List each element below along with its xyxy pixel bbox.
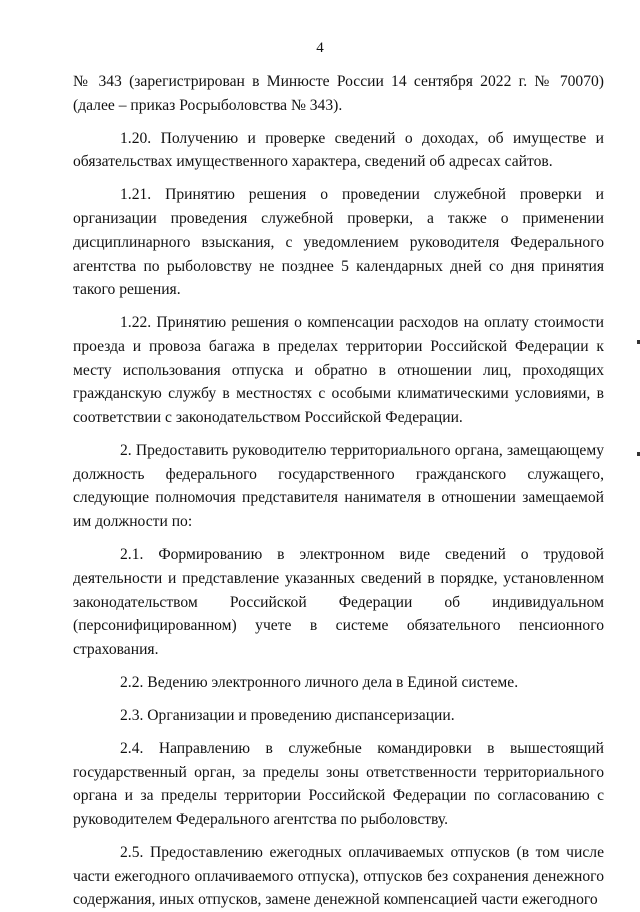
paragraph-2-5: 2.5. Предоставлению ежегодных оплачиваемых отпусков (в том числе части ежегодного оплачиваемого отпуска), отпусков без сохранения денежного содержания, иных отпусков, замене денежной компенсацией части ежегодного [73,844,604,909]
paragraph-2-2: 2.2. Ведению электронного личного дела в Единой системе. [120,673,519,691]
paragraph-1-21: 1.21. Принятию решения о проведении служебной проверки и организации проведения служебной проверки, а также о применении дисциплинарного взыскания, с уведомлением руководителя Федерального агентства по рыболовству не позднее 5 календарных дней со дня принятия такого решения. [73,186,604,299]
paragraph-2: 2. Предоставить руководителю территориального органа, замещающему должность федерального государственного гражданского служащего, следующие полномочия представителя нанимателя в отношении замещаемой им должности по: [73,442,604,531]
paragraph-2-1: 2.1. Формированию в электронном виде сведений о трудовой деятельности и представление указанных сведений в порядке, установленном законодательством Российской Федерации об индивидуальном (персонифицированном) учете в системе обязательного пенсионного страхования. [73,546,604,658]
paragraph-order-reference: № 343 (зарегистрирован в Минюсте России 14 сентября 2022 г. № 70070) (далее – приказ Росрыболовства № 343). [73,73,604,114]
paragraph-1-22: 1.22. Принятию решения о компенсации расходов на оплату стоимости проезда и провоза багажа в пределах территории Российской Федерации к месту использования отпуска и обратно в отношении лиц, проходящих гражданскую службу в местностях с особыми климатическими условиями, в соответствии с законодательством Российской Федерации. [73,314,604,427]
paragraph-2-4: 2.4. Направлению в служебные командировки в вышестоящий государственный орган, за пределы зоны ответственности территориального органа и за пределы территории Российской Федерации по согласованию с руководителем Федерального агентства по рыболовству. [73,739,604,829]
paragraph-2-3: 2.3. Организации и проведению диспансеризации. [120,706,455,724]
page-number: 4 [316,40,324,56]
document-body [73,70,604,912]
paragraph-1-20: 1.20. Получению и проверке сведений о доходах, об имуществе и обязательствах имущественного характера, сведений об адресах сайтов. [73,129,604,171]
